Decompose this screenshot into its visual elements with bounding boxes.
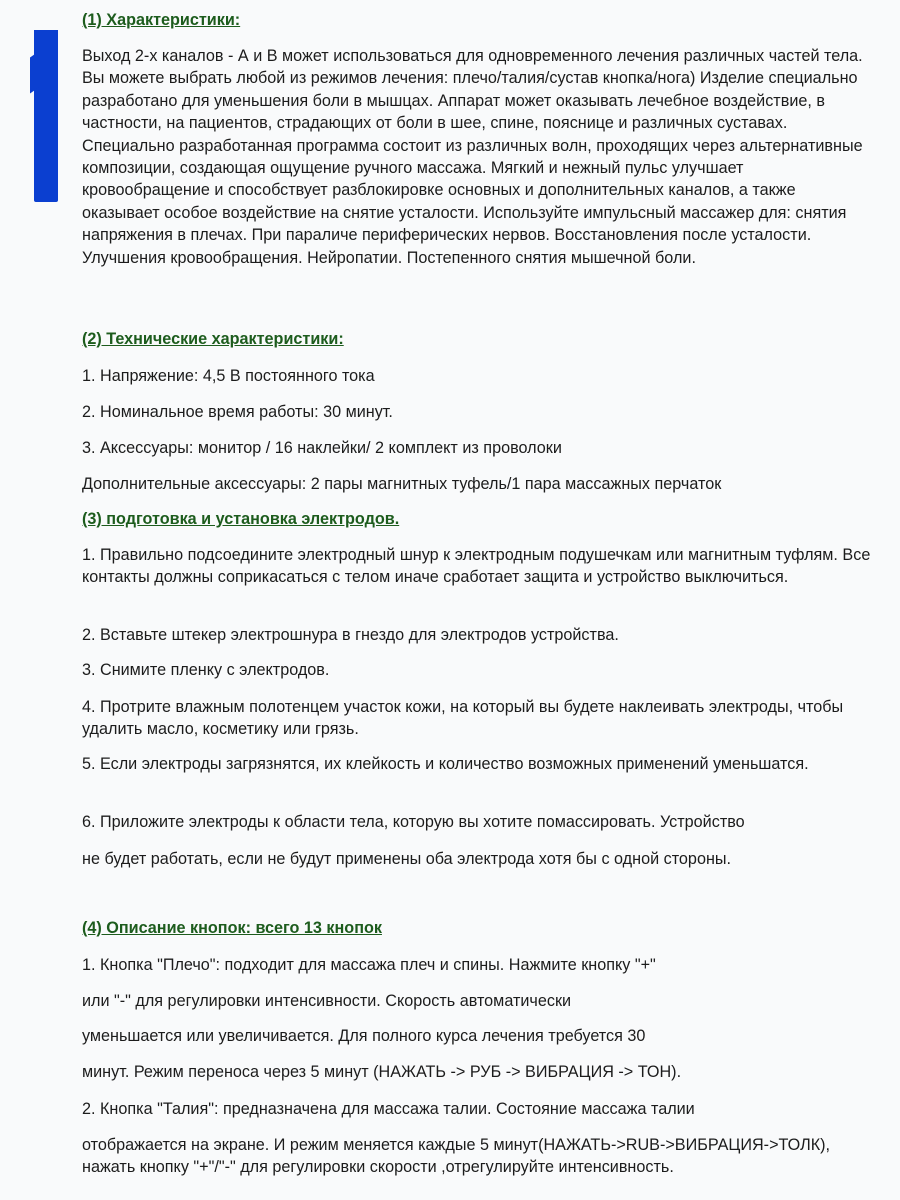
section-1-heading: (1) Характеристики: bbox=[82, 11, 241, 29]
electrode-step: 5. Если электроды загрязнятся, их клейкость и количество возможных применений уменьшатся. bbox=[82, 755, 809, 773]
section-3-heading: (3) подготовка и установка электродов. bbox=[82, 510, 400, 528]
button-desc-line: отображается на экране. И режим меняется каждые 5 минут(НАЖАТЬ->RUB->ВИБРАЦИЯ->ТОЛК), нажать кнопку "+"/"-" для регулировки скорости ,отрегулируйте интенсивность. bbox=[82, 1136, 831, 1177]
electrode-step: не будет работать, если не будут применены оба электрода хотя бы с одной стороны. bbox=[82, 850, 732, 868]
button-desc-line: минут. Режим переноса через 5 минут (НАЖАТЬ -> РУБ -> ВИБРАЦИЯ -> ТОН). bbox=[82, 1063, 682, 1081]
accent-flag bbox=[30, 50, 40, 93]
spec-item: 3. Аксессуары: монитор / 16 наклейки/ 2 комплект из проволоки bbox=[82, 439, 562, 457]
electrode-step: 4. Протрите влажным полотенцем участок кожи, на который вы будете наклеивать электроды, чтобы удалить масло, косметику или грязь. bbox=[82, 698, 844, 739]
electrode-step: 3. Снимите пленку с электродов. bbox=[82, 661, 330, 679]
electrode-step: 1. Правильно подсоедините электродный шнур к электродным подушечкам или магнитным туфлям. Все контакты должны соприкасаться с телом иначе сработает защита и устройство выключиться. bbox=[82, 546, 871, 587]
electrode-step: 2. Вставьте штекер электрошнура в гнездо для электродов устройства. bbox=[82, 626, 619, 644]
button-desc-line: 2. Кнопка "Талия": предназначена для массажа талии. Состояние массажа талии bbox=[82, 1100, 695, 1118]
button-desc-line: 1. Кнопка "Плечо": подходит для массажа плеч и спины. Нажмите кнопку "+" bbox=[82, 956, 656, 974]
spec-item: 2. Номинальное время работы: 30 минут. bbox=[82, 403, 393, 421]
section-2-heading: (2) Технические характеристики: bbox=[82, 330, 344, 348]
spec-item: 1. Напряжение: 4,5 В постоянного тока bbox=[82, 367, 375, 385]
electrode-step: 6. Приложите электроды к области тела, которую вы хотите помассировать. Устройство bbox=[82, 813, 745, 831]
section-4-heading: (4) Описание кнопок: всего 13 кнопок bbox=[82, 919, 382, 937]
section-1-body: Выход 2-х каналов - А и В может использоваться для одновременного лечения различных частей тела. Вы можете выбрать любой из режимов лечения: плечо/талия/сустав кнопка/нога) Изделие специально разработано для уменьшения боли в мышцах. Аппарат может оказывать лечебное воздействие, в частности, на пациентов, страдающих от боли в шее, спине, пояснице и различных суставах. Специально разработанная программа состоит из различных волн, проходящих через альтернативные композиции, создающая ощущение ручного массажа. Мягкий и нежный пульс улучшает кровообращение и способствует разблокировке основных и дополнительных каналов, а также оказывает особое воздействие на снятие усталости. Используйте импульсный массажер для: снятия напряжения в плечах. При параличе периферических нервов. Восстановления после усталости. Улучшения кровообращения. Нейропатии. Постепенного снятия мышечной боли. bbox=[82, 47, 863, 267]
button-desc-line: уменьшается или увеличивается. Для полного курса лечения требуется 30 bbox=[82, 1027, 646, 1045]
button-desc-line: или "-" для регулировки интенсивности. Скорость автоматически bbox=[82, 992, 572, 1010]
spec-item: Дополнительные аксессуары: 2 пары магнитных туфель/1 пара массажных перчаток bbox=[82, 475, 722, 493]
